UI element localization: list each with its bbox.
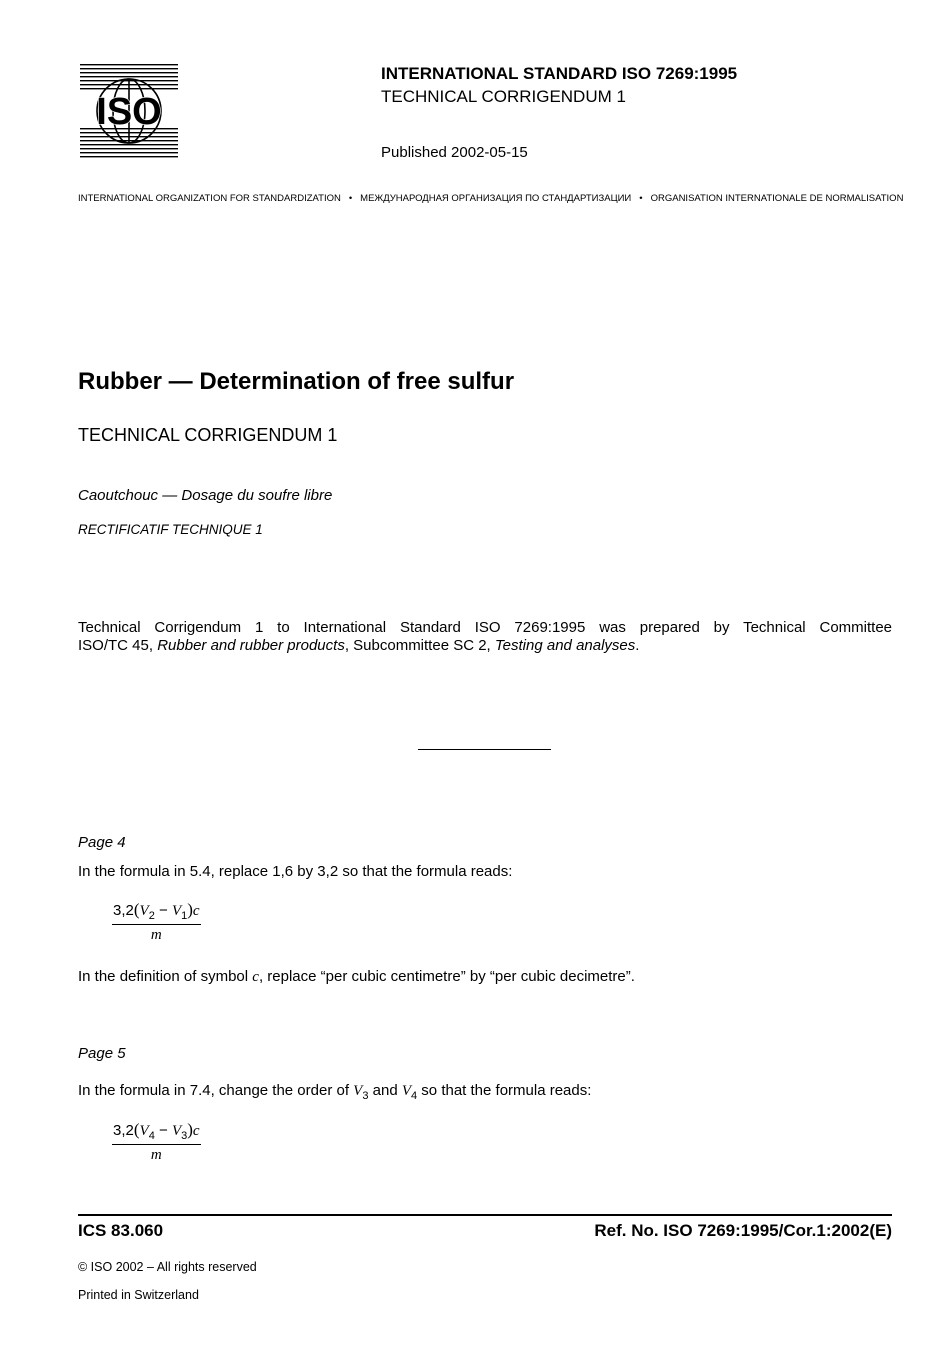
copyright-notice: © ISO 2002 – All rights reserved [78, 1260, 257, 1274]
page-5-label: Page 5 [78, 1045, 126, 1062]
formula-numerator: $3,2(V_2 - V_1)c$ [112, 900, 201, 925]
french-subtitle: RECTIFICATIF TECHNIQUE 1 [78, 522, 263, 537]
bullet-separator: • [639, 193, 643, 204]
org-russian: МЕЖДУНАРОДНАЯ ОРГАНИЗАЦИЯ ПО СТАНДАРТИЗАЦИИ [360, 193, 632, 204]
formula-7-4 [112, 1120, 201, 1164]
document-title: Rubber — Determination of free sulfur [78, 368, 515, 395]
organization-names [78, 193, 903, 204]
ics-code: ICS 83.060 [78, 1221, 164, 1240]
standard-title: INTERNATIONAL STANDARD ISO 7269:1995 [381, 64, 738, 83]
symbol-c: c [252, 969, 259, 985]
org-french: ORGANISATION INTERNATIONALE DE NORMALISATION [650, 193, 904, 204]
bullet-separator: • [348, 193, 353, 204]
iso-logo [80, 64, 178, 158]
subcommittee-name: Testing and analyses [494, 637, 636, 654]
org-english: INTERNATIONAL ORGANIZATION FOR STANDARDIZATION [78, 193, 341, 204]
page-4-definition: In the definition of symbol c, replace “per cubic centimetre” by “per cubic decimetre”. [78, 968, 635, 985]
printed-location: Printed in Switzerland [78, 1288, 199, 1302]
footer-rule [78, 1214, 892, 1216]
committee-name: Rubber and rubber products [157, 637, 345, 654]
published-date: Published 2002-05-15 [381, 144, 528, 161]
formula-denominator: m [150, 927, 162, 943]
intro-line-1: Technical Corrigendum 1 to International Standard ISO 7269:1995 was prepared by Technical Committee [78, 619, 892, 636]
formula-5-4 [112, 900, 201, 944]
intro-text: , Subcommittee SC 2, [344, 637, 495, 654]
intro-text: ISO/TC 45, [78, 637, 158, 654]
corrigendum-title: TECHNICAL CORRIGENDUM 1 [381, 87, 626, 106]
document-subtitle: TECHNICAL CORRIGENDUM 1 [78, 425, 338, 445]
formula-denominator: m [150, 1147, 162, 1163]
french-title: Caoutchouc — Dosage du soufre libre [78, 487, 333, 504]
page-4-instruction: In the formula in 5.4, replace 1,6 by 3,2 so that the formula reads: [78, 863, 513, 880]
logo-text: ISO [96, 91, 162, 133]
intro-text: . [635, 637, 640, 654]
formula-numerator: $3,2(V_4 - V_3)c$ [112, 1120, 201, 1145]
reference-number: Ref. No. ISO 7269:1995/Cor.1:2002(E) [594, 1221, 892, 1240]
intro-paragraph [78, 619, 892, 655]
page-5-instruction: In the formula in 7.4, change the order of $V_3$ and $V_4$ so that the formula reads: [78, 1082, 592, 1102]
separator-line [418, 749, 551, 750]
page-4-label: Page 4 [78, 834, 126, 851]
